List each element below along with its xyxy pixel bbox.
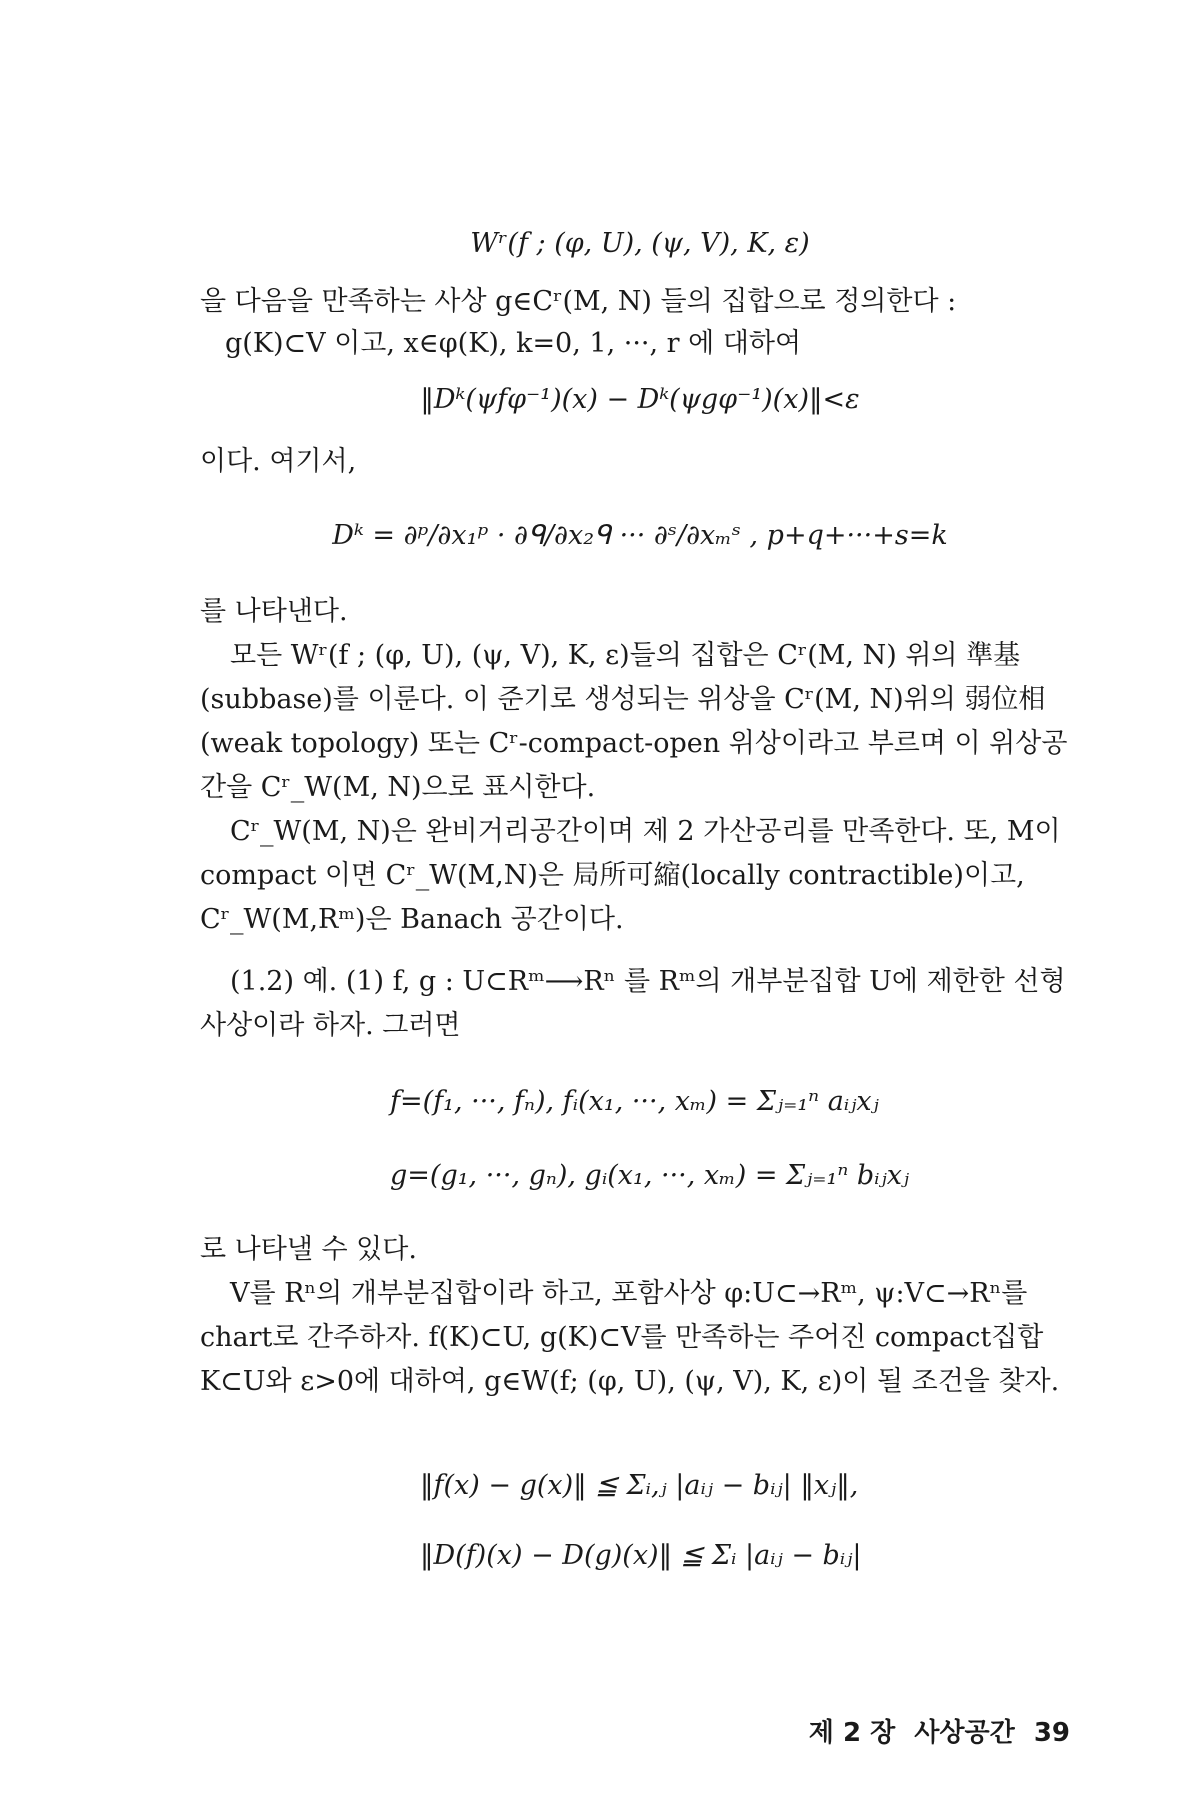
equation-dk: Dᵏ = ∂ᵖ/∂x₁ᵖ · ∂ᑫ/∂x₂ᑫ ··· ∂ˢ/∂xₘˢ , p+q+···+s=k: [332, 520, 948, 551]
equation-inequality-1: ‖f(x) − g(x)‖ ≦ Σᵢ,ⱼ |aᵢⱼ − bᵢⱼ| ‖xⱼ‖,: [420, 1470, 859, 1501]
page-footer: [799, 1712, 1070, 1749]
page-number: 39: [1033, 1718, 1070, 1748]
equation-f: f=(f₁, ···, fₙ), fᵢ(x₁, ···, xₘ) = Σⱼ₌₁ⁿ aᵢⱼxⱼ: [390, 1086, 879, 1117]
text-line: 을 다음을 만족하는 사상 g∈Cʳ(M, N) 들의 집합으로 정의한다 :: [200, 286, 957, 317]
equation-inequality-2: ‖D(f)(x) − D(g)(x)‖ ≦ Σᵢ |aᵢⱼ − bᵢⱼ|: [420, 1540, 862, 1571]
text-line: 이다. 여기서,: [200, 446, 357, 477]
text-line: 로 나타낼 수 있다.: [200, 1234, 417, 1265]
equation-w-neighborhood: Wʳ(f ; (φ, U), (ψ, V), K, ε): [470, 228, 810, 259]
footer-chapter: 제 2 장: [808, 1718, 896, 1748]
paragraph: V를 Rⁿ의 개부분집합이라 하고, 포함사상 φ:U⊂→Rᵐ, ψ:V⊂→Rⁿ를 chart로 간주하자. f(K)⊂U, g(K)⊂V를 만족하는 주어진 compact집합 K⊂U와 ε>0에 대하여, g∈W(f; (φ, U), (ψ, V), K, ε)이 될 조건을 찾자.: [200, 1278, 1060, 1397]
text-line: g(K)⊂V 이고, x∈φ(K), k=0, 1, ···, r 에 대하여: [225, 328, 802, 359]
text-line: 를 나타낸다.: [200, 596, 348, 627]
paragraph: Cʳ_W(M, N)은 완비거리공간이며 제 2 가산공리를 만족한다. 또, M이 compact 이면 Cʳ_W(M,N)은 局所可縮(locally contractible)이고, Cʳ_W(M,Rᵐ)은 Banach 공간이다.: [200, 816, 1061, 935]
equation-norm: ‖Dᵏ(ψfφ⁻¹)(x) − Dᵏ(ψgφ⁻¹)(x)‖<ε: [420, 384, 860, 415]
paragraph: 모든 Wʳ(f ; (φ, U), (ψ, V), K, ε)들의 집합은 Cʳ(M, N) 위의 準基(subbase)를 이룬다. 이 준기로 생성되는 위상을 Cʳ(M, N)위의 弱位相(weak topology) 또는 Cʳ-compact-open 위상이라고 부르며 이 위상공간을 Cʳ_W(M, N)으로 표시한다.: [200, 640, 1068, 803]
footer-title: 사상공간: [914, 1718, 1015, 1748]
equation-g: g=(g₁, ···, gₙ), gᵢ(x₁, ···, xₘ) = Σⱼ₌₁ⁿ bᵢⱼxⱼ: [390, 1160, 910, 1191]
paragraph-example: (1.2) 예. (1) f, g : U⊂Rᵐ⟶Rⁿ 를 Rᵐ의 개부분집합 U에 제한한 선형사상이라 하자. 그러면: [200, 966, 1066, 1041]
